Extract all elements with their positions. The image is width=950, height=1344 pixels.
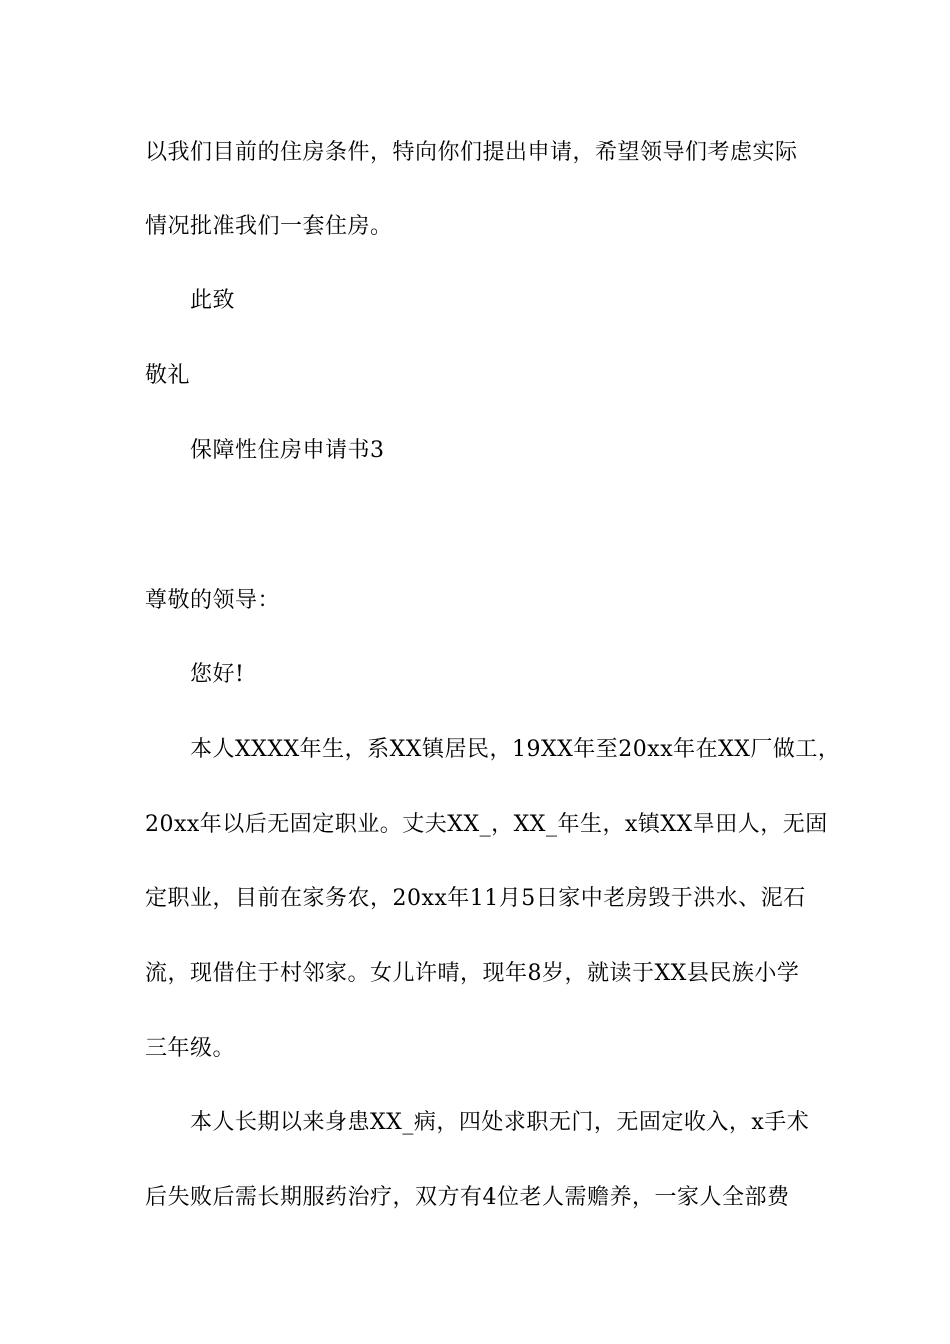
closing-regards: 敬礼 (145, 363, 191, 388)
paragraph-line: 定职业，目前在家务农，20xx年11月5日家中老房毁于洪水、泥石 (145, 886, 806, 911)
letter-hello: 您好! (190, 662, 245, 687)
paragraph-line: 三年级。 (145, 1036, 236, 1061)
letter-greeting: 尊敬的领导： (145, 588, 281, 613)
section-title: 保障性住房申请书3 (190, 438, 385, 463)
paragraph-line: 以我们目前的住房条件，特向你们提出申请，希望领导们考虑实际 (145, 140, 798, 165)
paragraph-line: 本人长期以来身患XX_病，四处求职无门，无固定收入，x手术 (190, 1110, 810, 1135)
paragraph-line: 20xx年以后无固定职业。丈夫XX_，XX_年生，x镇XX旱田人，无固 (145, 812, 828, 837)
closing-salutation: 此致 (190, 288, 236, 313)
paragraph-line: 情况批准我们一套住房。 (145, 214, 393, 239)
paragraph-line: 本人XXXX年生，系XX镇居民，19XX年至20xx年在XX厂做工， (190, 737, 841, 762)
paragraph-line: 流，现借住于村邻家。女儿许晴，现年8岁，就读于XX县民族小学 (145, 961, 800, 986)
paragraph-line: 后失败后需长期服药治疗，双方有4位老人需赡养，一家人全部费 (145, 1185, 790, 1210)
